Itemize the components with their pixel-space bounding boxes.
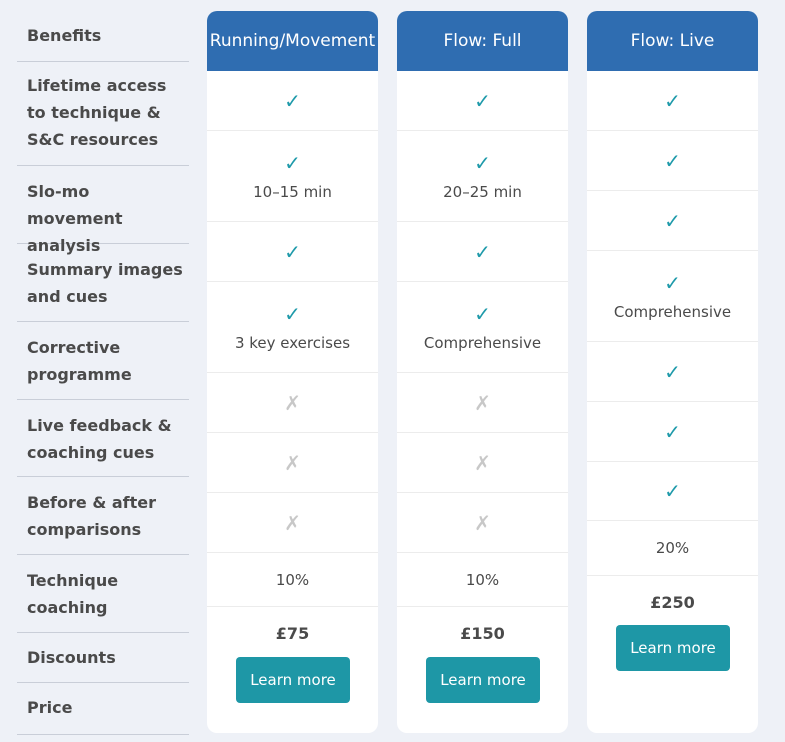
cross-icon: ✗ — [474, 450, 491, 475]
feature-cell — [397, 373, 568, 433]
benefit-discounts: Discounts — [17, 633, 189, 683]
check-icon: ✓ — [284, 239, 301, 264]
discount-value: 20% — [655, 539, 690, 557]
benefit-before-after: Before & after comparisons — [17, 477, 189, 555]
feature-cell — [207, 373, 378, 433]
benefit-live-feedback: Live feedback & coaching cues — [17, 400, 189, 477]
discount-value: 10% — [465, 570, 500, 589]
plan-title: Running/Movement — [207, 11, 378, 71]
feature-note: 20–25 min — [443, 183, 522, 201]
feature-cell — [397, 553, 568, 607]
benefit-technique-coaching: Technique coaching — [17, 555, 189, 633]
feature-cell — [397, 493, 568, 553]
check-icon: ✓ — [474, 239, 491, 264]
check-icon: ✓ — [664, 271, 681, 295]
feature-cell — [207, 553, 378, 607]
cross-icon: ✗ — [284, 510, 301, 535]
benefit-price: Price — [17, 683, 189, 735]
feature-note: Comprehensive — [423, 334, 542, 352]
cross-icon: ✗ — [474, 510, 491, 535]
benefit-corrective-programme: Corrective programme — [17, 322, 189, 400]
check-icon: ✓ — [474, 302, 491, 326]
check-icon: ✓ — [664, 148, 681, 173]
feature-note: Comprehensive — [613, 303, 732, 321]
check-icon: ✓ — [284, 151, 301, 175]
plan-card-flow-full — [397, 11, 568, 733]
learn-more-button[interactable]: Learn more — [426, 657, 540, 703]
plan-title: Flow: Live — [587, 11, 758, 71]
learn-more-button[interactable]: Learn more — [616, 625, 730, 671]
cross-icon: ✗ — [474, 390, 491, 415]
benefit-summary-images: Summary images and cues — [17, 244, 189, 322]
feature-cell — [587, 191, 758, 251]
check-icon: ✓ — [664, 88, 681, 113]
feature-cell — [207, 493, 378, 553]
feature-cell — [207, 433, 378, 493]
feature-note: 3 key exercises — [234, 334, 351, 352]
plan-card-running-movement — [207, 11, 378, 733]
feature-cell — [397, 131, 568, 222]
feature-cell — [397, 222, 568, 282]
plan-price: £75 — [275, 624, 310, 643]
check-icon: ✓ — [664, 479, 681, 503]
feature-cell — [207, 222, 378, 282]
check-icon: ✓ — [474, 88, 491, 113]
discount-value: 10% — [275, 570, 310, 589]
feature-cell — [207, 131, 378, 222]
benefit-slomo-analysis: Slo-mo movement analysis — [17, 166, 189, 244]
plan-price: £150 — [460, 624, 505, 643]
check-icon: ✓ — [284, 302, 301, 326]
benefit-header: Benefits — [17, 12, 189, 62]
feature-cell — [397, 282, 568, 373]
feature-cell — [397, 71, 568, 131]
feature-cell — [587, 462, 758, 521]
check-icon: ✓ — [664, 419, 681, 444]
feature-note: 10–15 min — [253, 183, 332, 201]
feature-cell — [587, 402, 758, 462]
feature-cell — [587, 131, 758, 191]
feature-cell — [587, 251, 758, 342]
feature-cell — [587, 71, 758, 131]
feature-cell — [207, 282, 378, 373]
check-icon: ✓ — [284, 88, 301, 113]
check-icon: ✓ — [474, 151, 491, 175]
feature-cell — [207, 71, 378, 131]
plan-card-flow-live — [587, 11, 758, 733]
cross-icon: ✗ — [284, 450, 301, 475]
cross-icon: ✗ — [284, 390, 301, 415]
benefit-lifetime-access: Lifetime access to technique & S&C resources — [17, 62, 189, 166]
learn-more-button[interactable]: Learn more — [236, 657, 350, 703]
check-icon: ✓ — [664, 359, 681, 384]
check-icon: ✓ — [664, 208, 681, 233]
plan-price: £250 — [650, 593, 695, 612]
feature-cell — [587, 521, 758, 576]
feature-cell — [397, 433, 568, 493]
feature-cell — [587, 342, 758, 402]
plan-title: Flow: Full — [397, 11, 568, 71]
